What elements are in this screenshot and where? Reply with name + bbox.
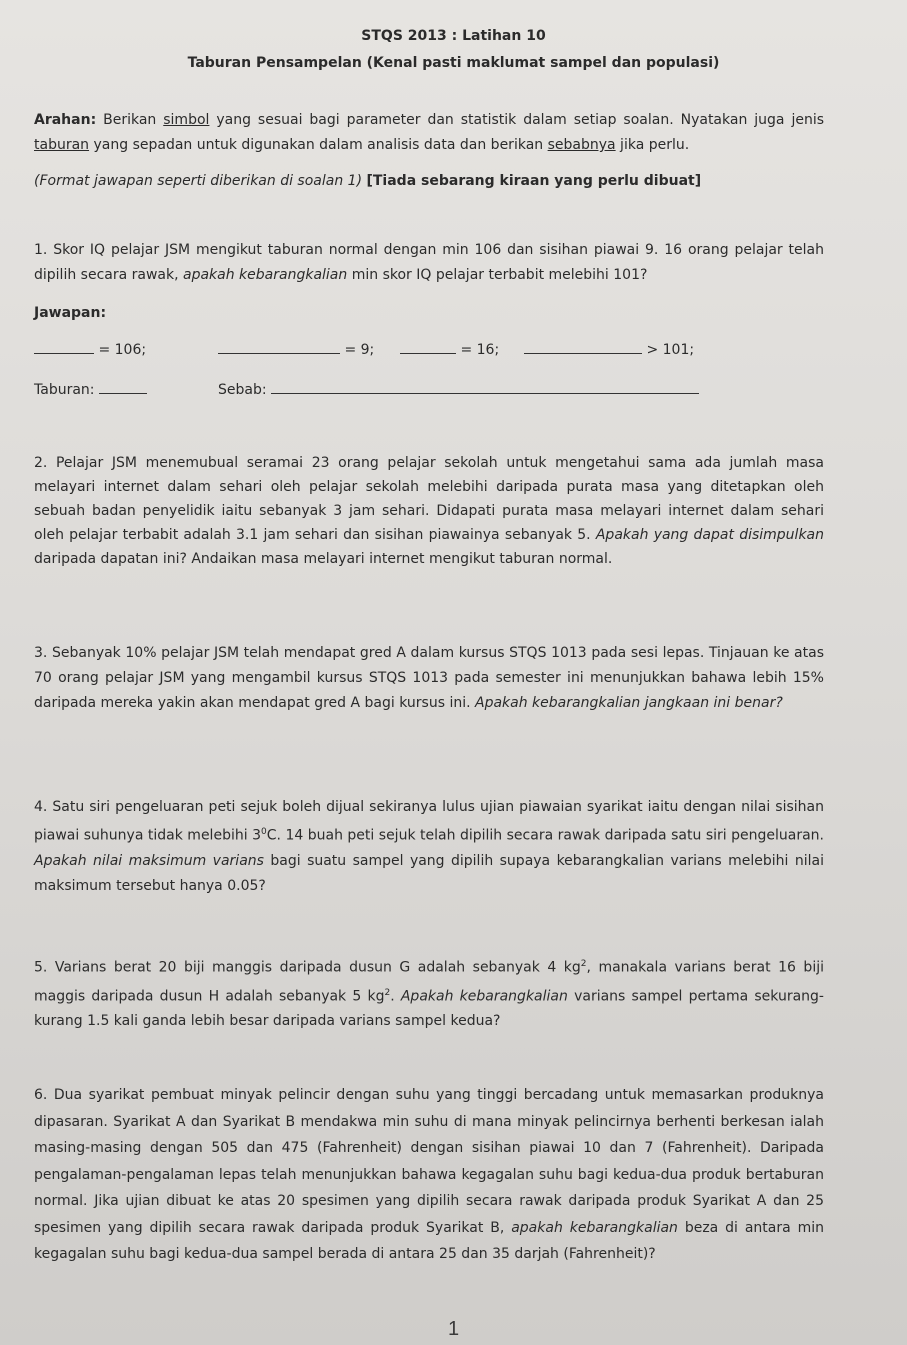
taburan-row [34,381,147,398]
answer-eq-mean [34,341,146,358]
instructions-sebabnya: sebabnya [547,137,616,153]
degree-superscript: 0 [261,827,267,837]
answer-label: Jawapan: [34,305,107,321]
q5-text: . [390,988,401,1005]
sebab-blank[interactable] [271,381,699,394]
taburan-label: Taburan: [34,382,95,398]
instructions-text: yang sesuai bagi parameter dan statistik dalam setiap soalan. Nyatakan juga jenis [209,112,824,128]
q1-emphasis: apakah kebarangkalian [183,267,348,283]
instructions-paragraph [34,108,824,158]
instructions-text: Berikan [96,112,164,128]
page-number: 1 [447,1318,460,1340]
answer-blank[interactable] [400,341,456,354]
q3-emphasis: Apakah kebarangkalian jangkaan ini benar? [475,695,783,711]
instructions-taburan: taburan [34,137,90,153]
squared-superscript: 2 [580,959,587,969]
eq-sd-text: = 9; [344,342,375,358]
format-note: (Format jawapan seperti diberikan di soalan 1) [34,173,363,189]
q4-text: C. 14 buah peti sejuk telah dipilih secara rawak daripada satu siri pengeluaran. [266,827,824,844]
q4-text: 4. Satu siri pengeluaran peti sejuk boleh dijual sekiranya lulus ujian piawaian syarikat iaitu dengan nilai sisihan piawai suhunya tidak melebihi 3 [34,799,824,844]
q6-text: 6. Dua syarikat pembuat minyak pelincir dengan suhu yang tinggi bercadang untuk memasarkan produknya dipasaran. Syarikat A dan Syarikat B mendakwa min suhu di mana minyak pelincirnya berhenti berkesan ialah masing-masing dengan 505 dan 475 (Fahrenheit) dengan sisihan piawai 10 dan 7 (Fahrenheit). Daripada pengalaman-pengalaman lepas telah menunjukkan bahawa kegagalan suhu bagi kedua-dua produk bertaburan normal. Jika ujian dibuat ke atas 20 spesimen yang dipilih secara rawak daripada produk Syarikat A dan 25 spesimen yang dipilih secara rawak daripada produk Syarikat B, [34,1087,824,1236]
instructions-text: jika perlu. [615,137,690,153]
question-3 [34,641,824,716]
q2-text: daripada dapatan ini? Andaikan masa melayari internet mengikut taburan normal. [34,551,613,567]
eq-mean-text: = 106; [98,342,147,358]
q1-text: min skor IQ pelajar terbabit melebihi 101? [347,267,648,283]
question-6 [34,1082,824,1268]
worksheet-subtitle: Taburan Pensampelan (Kenal pasti maklumat sampel dan populasi) [187,55,720,71]
eq-prob-text: > 101; [646,342,695,358]
q5-emphasis: Apakah kebarangkalian [400,988,568,1005]
q5-text: varians sampel pertama sekurang-kurang 1.5 kali ganda lebih besar daripada varians sampel kedua? [34,988,824,1030]
question-4 [34,795,824,899]
answer-blank[interactable] [34,341,94,354]
instructions-label: Arahan: [34,112,97,128]
worksheet-title: STQS 2013 : Latihan 10 [361,28,546,44]
eq-n-text: = 16; [460,342,500,358]
q3-text: 3. Sebanyak 10% pelajar JSM telah mendapat gred A dalam kursus STQS 1013 pada sesi lepas. Tinjauan ke atas 70 orang pelajar JSM yang mengambil kursus STQS 1013 pada semester ini menunjukkan bahawa lebih 15% daripada mereka yakin akan mendapat gred A bagi kursus ini. [34,645,824,711]
answer-eq-prob [524,341,694,358]
q2-text: 2. Pelajar JSM menemubual seramai 23 orang pelajar sekolah untuk mengetahui sama ada jumlah masa melayari internet dalam sehari oleh pelajar sekolah melebihi daripada purata masa yang ditetapkan oleh sebuah badan penyelidik iaitu sebanyak 3 jam sehari. Didapati purata masa melayari internet dalam sehari oleh pelajar terbabit adalah 3.1 jam sehari dan sisihan piawainya sebanyak 5. [34,455,824,543]
instructions-simbol: simbol [163,112,210,128]
format-note-line [34,169,824,194]
q5-text: 5. Varians berat 20 biji manggis daripada dusun G adalah sebanyak 4 kg [34,959,581,976]
q6-text: beza di antara min kegagalan suhu bagi kedua-dua sampel berada di antara 25 dan 35 darjah (Fahrenheit)? [34,1219,824,1262]
q5-text: , manakala varians berat 16 biji maggis daripada dusun H adalah sebanyak 5 kg [34,959,824,1005]
sebab-label: Sebab: [218,382,267,398]
squared-superscript: 2 [384,987,391,998]
q4-emphasis: Apakah nilai maksimum varians [34,852,264,869]
sebab-row [218,381,699,398]
question-5 [34,952,824,1034]
q4-text: bagi suatu sampel yang dipilih supaya kebarangkalian varians melebihi nilai maksimum tersebut hanya 0.05? [34,852,824,894]
question-2 [34,451,824,571]
answer-blank[interactable] [524,341,642,354]
answer-eq-sd [218,341,374,358]
q6-emphasis: apakah kebarangkalian [511,1219,678,1236]
answer-blank[interactable] [218,341,340,354]
question-1 [34,238,824,288]
no-calculation-note: [Tiada sebarang kiraan yang perlu dibuat] [366,173,702,189]
answer-eq-n [400,341,499,358]
q1-text: 1. Skor IQ pelajar JSM mengikut taburan normal dengan min 106 dan sisihan piawai 9. 16 orang pelajar telah dipilih secara rawak, [34,242,824,283]
q2-emphasis: Apakah yang dapat disimpulkan [595,527,824,543]
instructions-text: yang sepadan untuk digunakan dalam analisis data dan berikan [89,137,548,153]
taburan-blank[interactable] [99,381,147,394]
